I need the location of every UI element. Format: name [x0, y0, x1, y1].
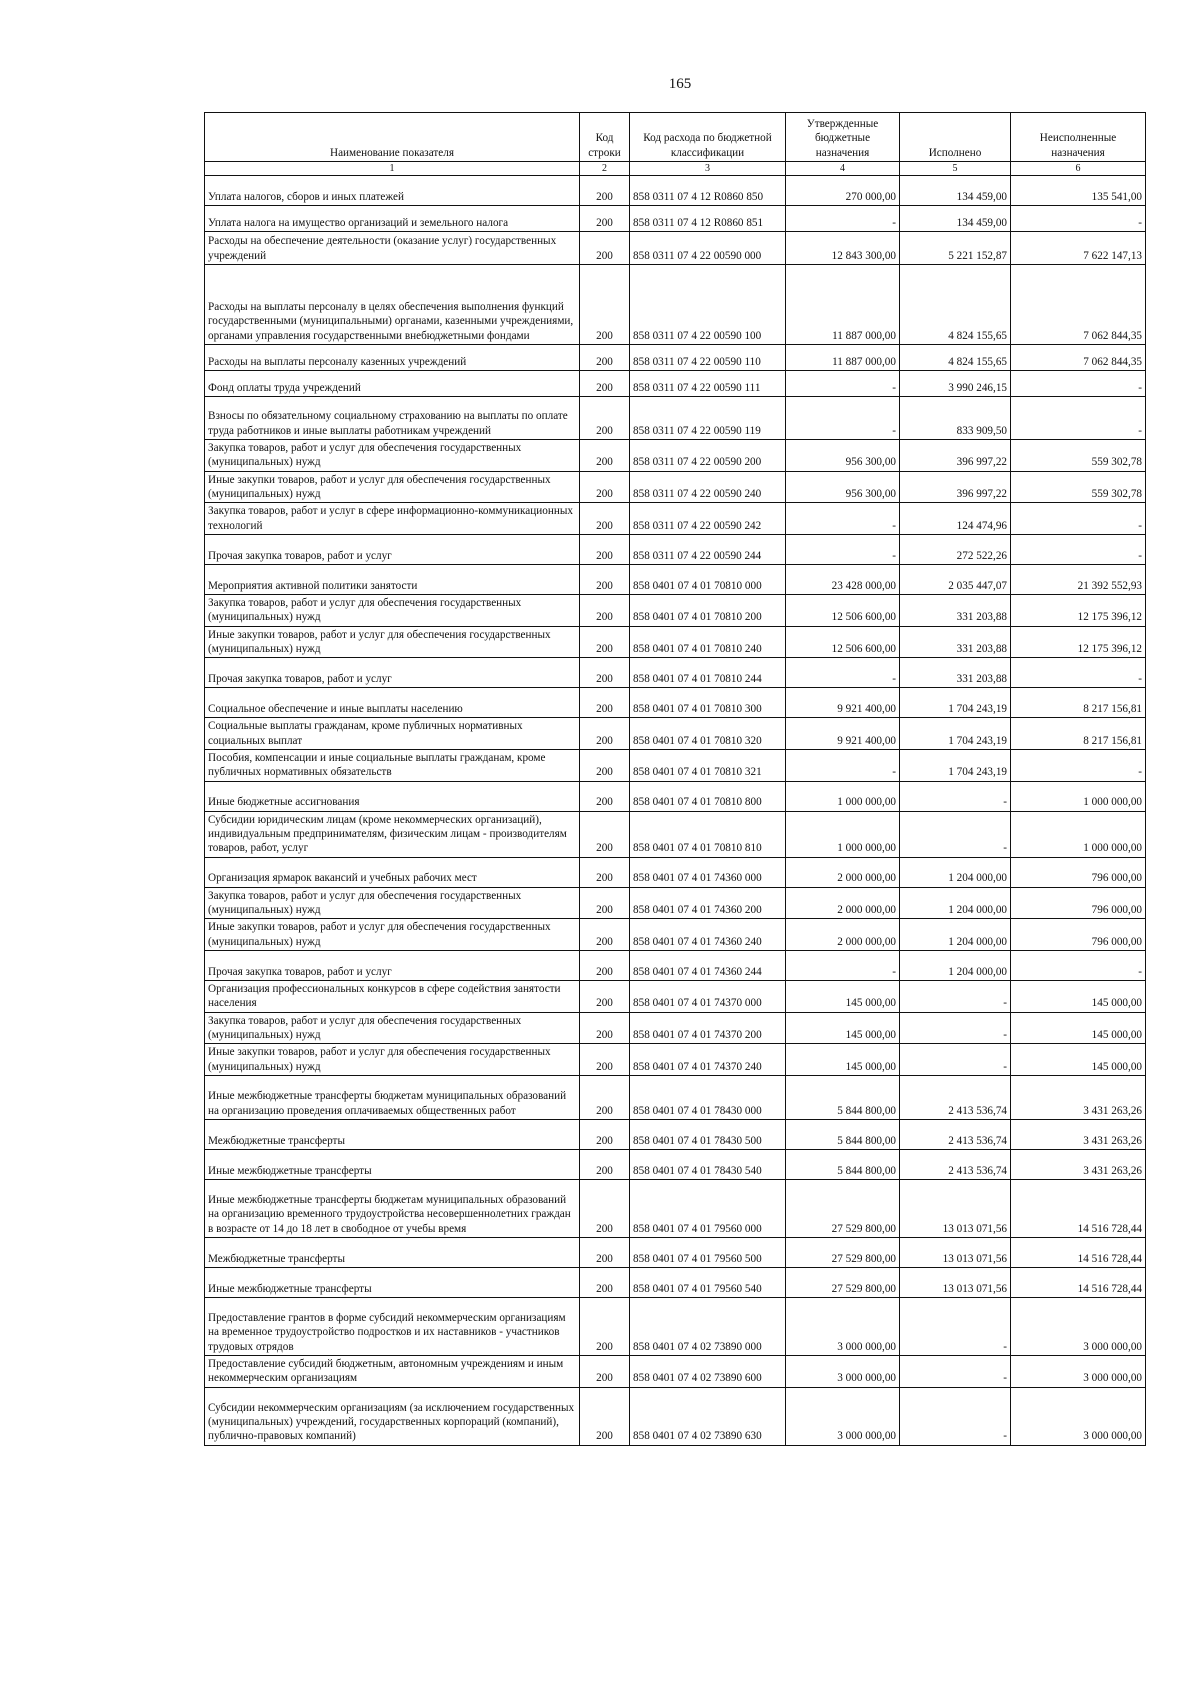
indicator-name-cell: Предоставление грантов в форме субсидий некоммерческим организациям на временное трудоустройство подростков и их наставников - участников трудовых отрядов — [205, 1297, 580, 1355]
budget-code-cell: 858 0401 07 4 01 70810 240 — [630, 626, 786, 658]
header-row — [205, 113, 1146, 162]
budget-code-cell: 858 0401 07 4 01 78430 500 — [630, 1119, 786, 1149]
budget-code-cell: 858 0401 07 4 01 70810 300 — [630, 688, 786, 718]
indicator-name-cell: Иные межбюджетные трансферты — [205, 1267, 580, 1297]
line-code-cell: 200 — [580, 1297, 630, 1355]
executed-amount-cell: 331 203,88 — [900, 626, 1011, 658]
approved-amount-cell: - — [786, 749, 900, 781]
budget-code-cell: 858 0311 07 4 22 00590 244 — [630, 534, 786, 564]
table-row — [205, 1119, 1146, 1149]
line-code-cell: 200 — [580, 1355, 630, 1387]
executed-amount-cell: 13 013 071,56 — [900, 1267, 1011, 1297]
executed-amount-cell: 3 990 246,15 — [900, 371, 1011, 397]
approved-amount-cell: 3 000 000,00 — [786, 1297, 900, 1355]
line-code-cell: 200 — [580, 1119, 630, 1149]
table-row — [205, 1179, 1146, 1237]
indicator-name-cell: Иные закупки товаров, работ и услуг для обеспечения государственных (муниципальных) нужд — [205, 471, 580, 503]
table-row — [205, 594, 1146, 626]
unexecuted-amount-cell: 145 000,00 — [1011, 1012, 1146, 1044]
indicator-name-cell: Межбюджетные трансферты — [205, 1119, 580, 1149]
line-code-cell: 200 — [580, 1267, 630, 1297]
approved-amount-cell: 1 000 000,00 — [786, 781, 900, 811]
line-code-cell: 200 — [580, 1149, 630, 1179]
approved-amount-cell: - — [786, 503, 900, 535]
indicator-name-cell: Закупка товаров, работ и услуг для обеспечения государственных (муниципальных) нужд — [205, 1012, 580, 1044]
unexecuted-amount-cell: - — [1011, 658, 1146, 688]
table-row — [205, 919, 1146, 951]
indicator-name-cell: Закупка товаров, работ и услуг для обеспечения государственных (муниципальных) нужд — [205, 440, 580, 472]
table-row — [205, 950, 1146, 980]
unexecuted-amount-cell: - — [1011, 503, 1146, 535]
executed-amount-cell: 1 204 000,00 — [900, 919, 1011, 951]
column-number: 4 — [786, 162, 900, 176]
header-line-code: Код строки — [580, 113, 630, 162]
unexecuted-amount-cell: 12 175 396,12 — [1011, 626, 1146, 658]
budget-code-cell: 858 0311 07 4 22 00590 000 — [630, 232, 786, 265]
unexecuted-amount-cell: 145 000,00 — [1011, 1044, 1146, 1076]
table-body — [205, 176, 1146, 1446]
unexecuted-amount-cell: 135 541,00 — [1011, 176, 1146, 206]
table-row — [205, 232, 1146, 265]
line-code-cell: 200 — [580, 1044, 630, 1076]
table-row — [205, 857, 1146, 887]
budget-code-cell: 858 0401 07 4 01 74360 000 — [630, 857, 786, 887]
unexecuted-amount-cell: 796 000,00 — [1011, 887, 1146, 919]
table-row — [205, 626, 1146, 658]
indicator-name-cell: Расходы на выплаты персоналу в целях обеспечения выполнения функций государственными (муниципальными) органами, казенными учреждениями, органами управления государственными внебюджетными фондами — [205, 265, 580, 345]
executed-amount-cell: 1 704 243,19 — [900, 749, 1011, 781]
indicator-name-cell: Закупка товаров, работ и услуг для обеспечения государственных (муниципальных) нужд — [205, 594, 580, 626]
line-code-cell: 200 — [580, 1387, 630, 1445]
approved-amount-cell: 2 000 000,00 — [786, 857, 900, 887]
approved-amount-cell: 27 529 800,00 — [786, 1237, 900, 1267]
budget-code-cell: 858 0401 07 4 01 74370 240 — [630, 1044, 786, 1076]
indicator-name-cell: Закупка товаров, работ и услуг для обеспечения государственных (муниципальных) нужд — [205, 887, 580, 919]
indicator-name-cell: Мероприятия активной политики занятости — [205, 564, 580, 594]
budget-code-cell: 858 0311 07 4 22 00590 100 — [630, 265, 786, 345]
table-row — [205, 1012, 1146, 1044]
table-row — [205, 1297, 1146, 1355]
indicator-name-cell: Иные межбюджетные трансферты — [205, 1149, 580, 1179]
line-code-cell: 200 — [580, 440, 630, 472]
indicator-name-cell: Иные закупки товаров, работ и услуг для обеспечения государственных (муниципальных) нужд — [205, 919, 580, 951]
approved-amount-cell: 145 000,00 — [786, 1044, 900, 1076]
budget-code-cell: 858 0401 07 4 02 73890 600 — [630, 1355, 786, 1387]
table-row — [205, 1149, 1146, 1179]
executed-amount-cell: 1 204 000,00 — [900, 950, 1011, 980]
unexecuted-amount-cell: 1 000 000,00 — [1011, 811, 1146, 857]
approved-amount-cell: 11 887 000,00 — [786, 345, 900, 371]
unexecuted-amount-cell: 3 431 263,26 — [1011, 1119, 1146, 1149]
indicator-name-cell: Социальные выплаты гражданам, кроме публичных нормативных социальных выплат — [205, 718, 580, 750]
indicator-name-cell: Организация профессиональных конкурсов в сфере содействия занятости населения — [205, 980, 580, 1012]
executed-amount-cell: 331 203,88 — [900, 594, 1011, 626]
unexecuted-amount-cell: 14 516 728,44 — [1011, 1179, 1146, 1237]
unexecuted-amount-cell: 796 000,00 — [1011, 919, 1146, 951]
budget-code-cell: 858 0401 07 4 01 79560 540 — [630, 1267, 786, 1297]
budget-code-cell: 858 0311 07 4 22 00590 119 — [630, 397, 786, 440]
executed-amount-cell: 833 909,50 — [900, 397, 1011, 440]
executed-amount-cell: 4 824 155,65 — [900, 345, 1011, 371]
table-row — [205, 371, 1146, 397]
approved-amount-cell: - — [786, 397, 900, 440]
indicator-name-cell: Уплата налогов, сборов и иных платежей — [205, 176, 580, 206]
indicator-name-cell: Взносы по обязательному социальному страхованию на выплаты по оплате труда работников и иные выплаты работникам учреждений — [205, 397, 580, 440]
unexecuted-amount-cell: 3 000 000,00 — [1011, 1297, 1146, 1355]
table-row — [205, 1044, 1146, 1076]
executed-amount-cell: 4 824 155,65 — [900, 265, 1011, 345]
line-code-cell: 200 — [580, 980, 630, 1012]
executed-amount-cell: 1 704 243,19 — [900, 688, 1011, 718]
unexecuted-amount-cell: - — [1011, 371, 1146, 397]
table-row — [205, 206, 1146, 232]
budget-code-cell: 858 0401 07 4 01 78430 540 — [630, 1149, 786, 1179]
table-row — [205, 688, 1146, 718]
table-row — [205, 658, 1146, 688]
approved-amount-cell: 956 300,00 — [786, 440, 900, 472]
line-code-cell: 200 — [580, 1179, 630, 1237]
unexecuted-amount-cell: 3 431 263,26 — [1011, 1075, 1146, 1119]
table-row — [205, 397, 1146, 440]
budget-code-cell: 858 0401 07 4 01 79560 500 — [630, 1237, 786, 1267]
approved-amount-cell: 23 428 000,00 — [786, 564, 900, 594]
table-row — [205, 811, 1146, 857]
approved-amount-cell: 9 921 400,00 — [786, 718, 900, 750]
executed-amount-cell: 272 522,26 — [900, 534, 1011, 564]
executed-amount-cell: - — [900, 980, 1011, 1012]
indicator-name-cell: Пособия, компенсации и иные социальные выплаты гражданам, кроме публичных нормативных обязательств — [205, 749, 580, 781]
table-row — [205, 503, 1146, 535]
indicator-name-cell: Закупка товаров, работ и услуг в сфере информационно-коммуникационных технологий — [205, 503, 580, 535]
executed-amount-cell: - — [900, 1044, 1011, 1076]
budget-code-cell: 858 0401 07 4 02 73890 630 — [630, 1387, 786, 1445]
indicator-name-cell: Иные бюджетные ассигнования — [205, 781, 580, 811]
budget-code-cell: 858 0401 07 4 01 70810 000 — [630, 564, 786, 594]
column-number: 3 — [630, 162, 786, 176]
executed-amount-cell: 2 035 447,07 — [900, 564, 1011, 594]
indicator-name-cell: Расходы на обеспечение деятельности (оказание услуг) государственных учреждений — [205, 232, 580, 265]
header-approved: Утвержденные бюджетные назначения — [786, 113, 900, 162]
line-code-cell: 200 — [580, 345, 630, 371]
unexecuted-amount-cell: - — [1011, 950, 1146, 980]
budget-execution-table — [204, 112, 1146, 1446]
table-row — [205, 887, 1146, 919]
executed-amount-cell: 2 413 536,74 — [900, 1075, 1011, 1119]
unexecuted-amount-cell: 145 000,00 — [1011, 980, 1146, 1012]
approved-amount-cell: 12 843 300,00 — [786, 232, 900, 265]
indicator-name-cell: Предоставление субсидий бюджетным, автономным учреждениям и иным некоммерческим организациям — [205, 1355, 580, 1387]
budget-code-cell: 858 0401 07 4 01 78430 000 — [630, 1075, 786, 1119]
executed-amount-cell: - — [900, 781, 1011, 811]
executed-amount-cell: 13 013 071,56 — [900, 1179, 1011, 1237]
unexecuted-amount-cell: 14 516 728,44 — [1011, 1267, 1146, 1297]
approved-amount-cell: 2 000 000,00 — [786, 919, 900, 951]
table-row — [205, 534, 1146, 564]
unexecuted-amount-cell: 559 302,78 — [1011, 440, 1146, 472]
line-code-cell: 200 — [580, 857, 630, 887]
table-row — [205, 471, 1146, 503]
line-code-cell: 200 — [580, 688, 630, 718]
indicator-name-cell: Социальное обеспечение и иные выплаты населению — [205, 688, 580, 718]
indicator-name-cell: Иные закупки товаров, работ и услуг для обеспечения государственных (муниципальных) нужд — [205, 626, 580, 658]
budget-code-cell: 858 0401 07 4 01 70810 244 — [630, 658, 786, 688]
unexecuted-amount-cell: - — [1011, 397, 1146, 440]
approved-amount-cell: 145 000,00 — [786, 1012, 900, 1044]
executed-amount-cell: - — [900, 1297, 1011, 1355]
column-number: 6 — [1011, 162, 1146, 176]
unexecuted-amount-cell: 12 175 396,12 — [1011, 594, 1146, 626]
executed-amount-cell: 134 459,00 — [900, 176, 1011, 206]
approved-amount-cell: - — [786, 950, 900, 980]
budget-code-cell: 858 0311 07 4 22 00590 110 — [630, 345, 786, 371]
header-executed: Исполнено — [900, 113, 1011, 162]
unexecuted-amount-cell: 7 622 147,13 — [1011, 232, 1146, 265]
approved-amount-cell: 27 529 800,00 — [786, 1267, 900, 1297]
line-code-cell: 200 — [580, 534, 630, 564]
executed-amount-cell: 1 204 000,00 — [900, 887, 1011, 919]
indicator-name-cell: Субсидии юридическим лицам (кроме некоммерческих организаций), индивидуальным предпринимателям, физическим лицам - производителям товаров, работ, услуг — [205, 811, 580, 857]
approved-amount-cell: 27 529 800,00 — [786, 1179, 900, 1237]
indicator-name-cell: Прочая закупка товаров, работ и услуг — [205, 534, 580, 564]
budget-code-cell: 858 0401 07 4 01 74370 000 — [630, 980, 786, 1012]
approved-amount-cell: - — [786, 658, 900, 688]
header-unexecuted: Неисполненные назначения — [1011, 113, 1146, 162]
line-code-cell: 200 — [580, 206, 630, 232]
approved-amount-cell: - — [786, 534, 900, 564]
indicator-name-cell: Расходы на выплаты персоналу казенных учреждений — [205, 345, 580, 371]
executed-amount-cell: 124 474,96 — [900, 503, 1011, 535]
line-code-cell: 200 — [580, 594, 630, 626]
executed-amount-cell: 396 997,22 — [900, 471, 1011, 503]
indicator-name-cell: Уплата налога на имущество организаций и земельного налога — [205, 206, 580, 232]
column-number: 1 — [205, 162, 580, 176]
budget-code-cell: 858 0401 07 4 01 79560 000 — [630, 1179, 786, 1237]
line-code-cell: 200 — [580, 397, 630, 440]
line-code-cell: 200 — [580, 658, 630, 688]
approved-amount-cell: - — [786, 371, 900, 397]
executed-amount-cell: - — [900, 1387, 1011, 1445]
line-code-cell: 200 — [580, 749, 630, 781]
line-code-cell: 200 — [580, 626, 630, 658]
line-code-cell: 200 — [580, 919, 630, 951]
unexecuted-amount-cell: 559 302,78 — [1011, 471, 1146, 503]
line-code-cell: 200 — [580, 781, 630, 811]
approved-amount-cell: 5 844 800,00 — [786, 1119, 900, 1149]
budget-code-cell: 858 0401 07 4 01 74360 200 — [630, 887, 786, 919]
indicator-name-cell: Межбюджетные трансферты — [205, 1237, 580, 1267]
unexecuted-amount-cell: - — [1011, 534, 1146, 564]
table-row — [205, 1355, 1146, 1387]
table-row — [205, 440, 1146, 472]
approved-amount-cell: 145 000,00 — [786, 980, 900, 1012]
executed-amount-cell: 331 203,88 — [900, 658, 1011, 688]
executed-amount-cell: - — [900, 811, 1011, 857]
unexecuted-amount-cell: 3 431 263,26 — [1011, 1149, 1146, 1179]
indicator-name-cell: Прочая закупка товаров, работ и услуг — [205, 658, 580, 688]
executed-amount-cell: 5 221 152,87 — [900, 232, 1011, 265]
unexecuted-amount-cell: 7 062 844,35 — [1011, 345, 1146, 371]
table-row — [205, 345, 1146, 371]
line-code-cell: 200 — [580, 371, 630, 397]
budget-code-cell: 858 0401 07 4 01 70810 321 — [630, 749, 786, 781]
line-code-cell: 200 — [580, 718, 630, 750]
budget-code-cell: 858 0401 07 4 01 74370 200 — [630, 1012, 786, 1044]
unexecuted-amount-cell: 3 000 000,00 — [1011, 1387, 1146, 1445]
line-code-cell: 200 — [580, 950, 630, 980]
executed-amount-cell: 13 013 071,56 — [900, 1237, 1011, 1267]
approved-amount-cell: 12 506 600,00 — [786, 626, 900, 658]
unexecuted-amount-cell: - — [1011, 206, 1146, 232]
table-row — [205, 1387, 1146, 1445]
budget-code-cell: 858 0401 07 4 01 74360 244 — [630, 950, 786, 980]
approved-amount-cell: 3 000 000,00 — [786, 1355, 900, 1387]
unexecuted-amount-cell: 3 000 000,00 — [1011, 1355, 1146, 1387]
approved-amount-cell: 956 300,00 — [786, 471, 900, 503]
indicator-name-cell: Иные межбюджетные трансферты бюджетам муниципальных образований на организацию проведения оплачиваемых общественных работ — [205, 1075, 580, 1119]
executed-amount-cell: 1 204 000,00 — [900, 857, 1011, 887]
budget-code-cell: 858 0311 07 4 22 00590 200 — [630, 440, 786, 472]
column-number-row — [205, 162, 1146, 176]
unexecuted-amount-cell: 21 392 552,93 — [1011, 564, 1146, 594]
column-number: 5 — [900, 162, 1011, 176]
unexecuted-amount-cell: 14 516 728,44 — [1011, 1237, 1146, 1267]
table-row — [205, 781, 1146, 811]
line-code-cell: 200 — [580, 887, 630, 919]
line-code-cell: 200 — [580, 471, 630, 503]
unexecuted-amount-cell: - — [1011, 749, 1146, 781]
approved-amount-cell: 3 000 000,00 — [786, 1387, 900, 1445]
line-code-cell: 200 — [580, 1237, 630, 1267]
executed-amount-cell: 1 704 243,19 — [900, 718, 1011, 750]
table-row — [205, 176, 1146, 206]
executed-amount-cell: 2 413 536,74 — [900, 1149, 1011, 1179]
approved-amount-cell: - — [786, 206, 900, 232]
indicator-name-cell: Субсидии некоммерческим организациям (за исключением государственных (муниципальных) учреждений, государственных корпораций (компаний), публично-правовых компаний) — [205, 1387, 580, 1445]
approved-amount-cell: 5 844 800,00 — [786, 1075, 900, 1119]
budget-code-cell: 858 0401 07 4 02 73890 000 — [630, 1297, 786, 1355]
executed-amount-cell: 396 997,22 — [900, 440, 1011, 472]
line-code-cell: 200 — [580, 1075, 630, 1119]
unexecuted-amount-cell: 1 000 000,00 — [1011, 781, 1146, 811]
budget-code-cell: 858 0311 07 4 12 R0860 851 — [630, 206, 786, 232]
indicator-name-cell: Прочая закупка товаров, работ и услуг — [205, 950, 580, 980]
line-code-cell: 200 — [580, 503, 630, 535]
budget-code-cell: 858 0401 07 4 01 70810 320 — [630, 718, 786, 750]
executed-amount-cell: 134 459,00 — [900, 206, 1011, 232]
indicator-name-cell: Фонд оплаты труда учреждений — [205, 371, 580, 397]
budget-code-cell: 858 0311 07 4 22 00590 242 — [630, 503, 786, 535]
executed-amount-cell: - — [900, 1012, 1011, 1044]
unexecuted-amount-cell: 796 000,00 — [1011, 857, 1146, 887]
indicator-name-cell: Иные закупки товаров, работ и услуг для обеспечения государственных (муниципальных) нужд — [205, 1044, 580, 1076]
unexecuted-amount-cell: 7 062 844,35 — [1011, 265, 1146, 345]
page-number: 165 — [668, 76, 692, 92]
budget-code-cell: 858 0401 07 4 01 70810 800 — [630, 781, 786, 811]
indicator-name-cell: Иные межбюджетные трансферты бюджетам муниципальных образований на организацию временного трудоустройства несовершеннолетних граждан в возрасте от 14 до 18 лет в свободное от учебы время — [205, 1179, 580, 1237]
approved-amount-cell: 1 000 000,00 — [786, 811, 900, 857]
table-row — [205, 1075, 1146, 1119]
table-row — [205, 265, 1146, 345]
header-budget-classification-code: Код расхода по бюджетной классификации — [630, 113, 786, 162]
table-row — [205, 1267, 1146, 1297]
approved-amount-cell: 9 921 400,00 — [786, 688, 900, 718]
budget-code-cell: 858 0401 07 4 01 70810 200 — [630, 594, 786, 626]
line-code-cell: 200 — [580, 1012, 630, 1044]
approved-amount-cell: 12 506 600,00 — [786, 594, 900, 626]
executed-amount-cell: - — [900, 1355, 1011, 1387]
indicator-name-cell: Организация ярмарок вакансий и учебных рабочих мест — [205, 857, 580, 887]
table-row — [205, 718, 1146, 750]
budget-code-cell: 858 0311 07 4 22 00590 240 — [630, 471, 786, 503]
line-code-cell: 200 — [580, 176, 630, 206]
unexecuted-amount-cell: 8 217 156,81 — [1011, 688, 1146, 718]
executed-amount-cell: 2 413 536,74 — [900, 1119, 1011, 1149]
budget-code-cell: 858 0311 07 4 12 R0860 850 — [630, 176, 786, 206]
table-row — [205, 980, 1146, 1012]
line-code-cell: 200 — [580, 564, 630, 594]
approved-amount-cell: 270 000,00 — [786, 176, 900, 206]
column-number: 2 — [580, 162, 630, 176]
line-code-cell: 200 — [580, 232, 630, 265]
approved-amount-cell: 11 887 000,00 — [786, 265, 900, 345]
approved-amount-cell: 5 844 800,00 — [786, 1149, 900, 1179]
line-code-cell: 200 — [580, 265, 630, 345]
table-row — [205, 1237, 1146, 1267]
budget-code-cell: 858 0311 07 4 22 00590 111 — [630, 371, 786, 397]
line-code-cell: 200 — [580, 811, 630, 857]
table-row — [205, 749, 1146, 781]
unexecuted-amount-cell: 8 217 156,81 — [1011, 718, 1146, 750]
budget-code-cell: 858 0401 07 4 01 74360 240 — [630, 919, 786, 951]
table-row — [205, 564, 1146, 594]
budget-code-cell: 858 0401 07 4 01 70810 810 — [630, 811, 786, 857]
header-indicator-name: Наименование показателя — [205, 113, 580, 162]
approved-amount-cell: 2 000 000,00 — [786, 887, 900, 919]
